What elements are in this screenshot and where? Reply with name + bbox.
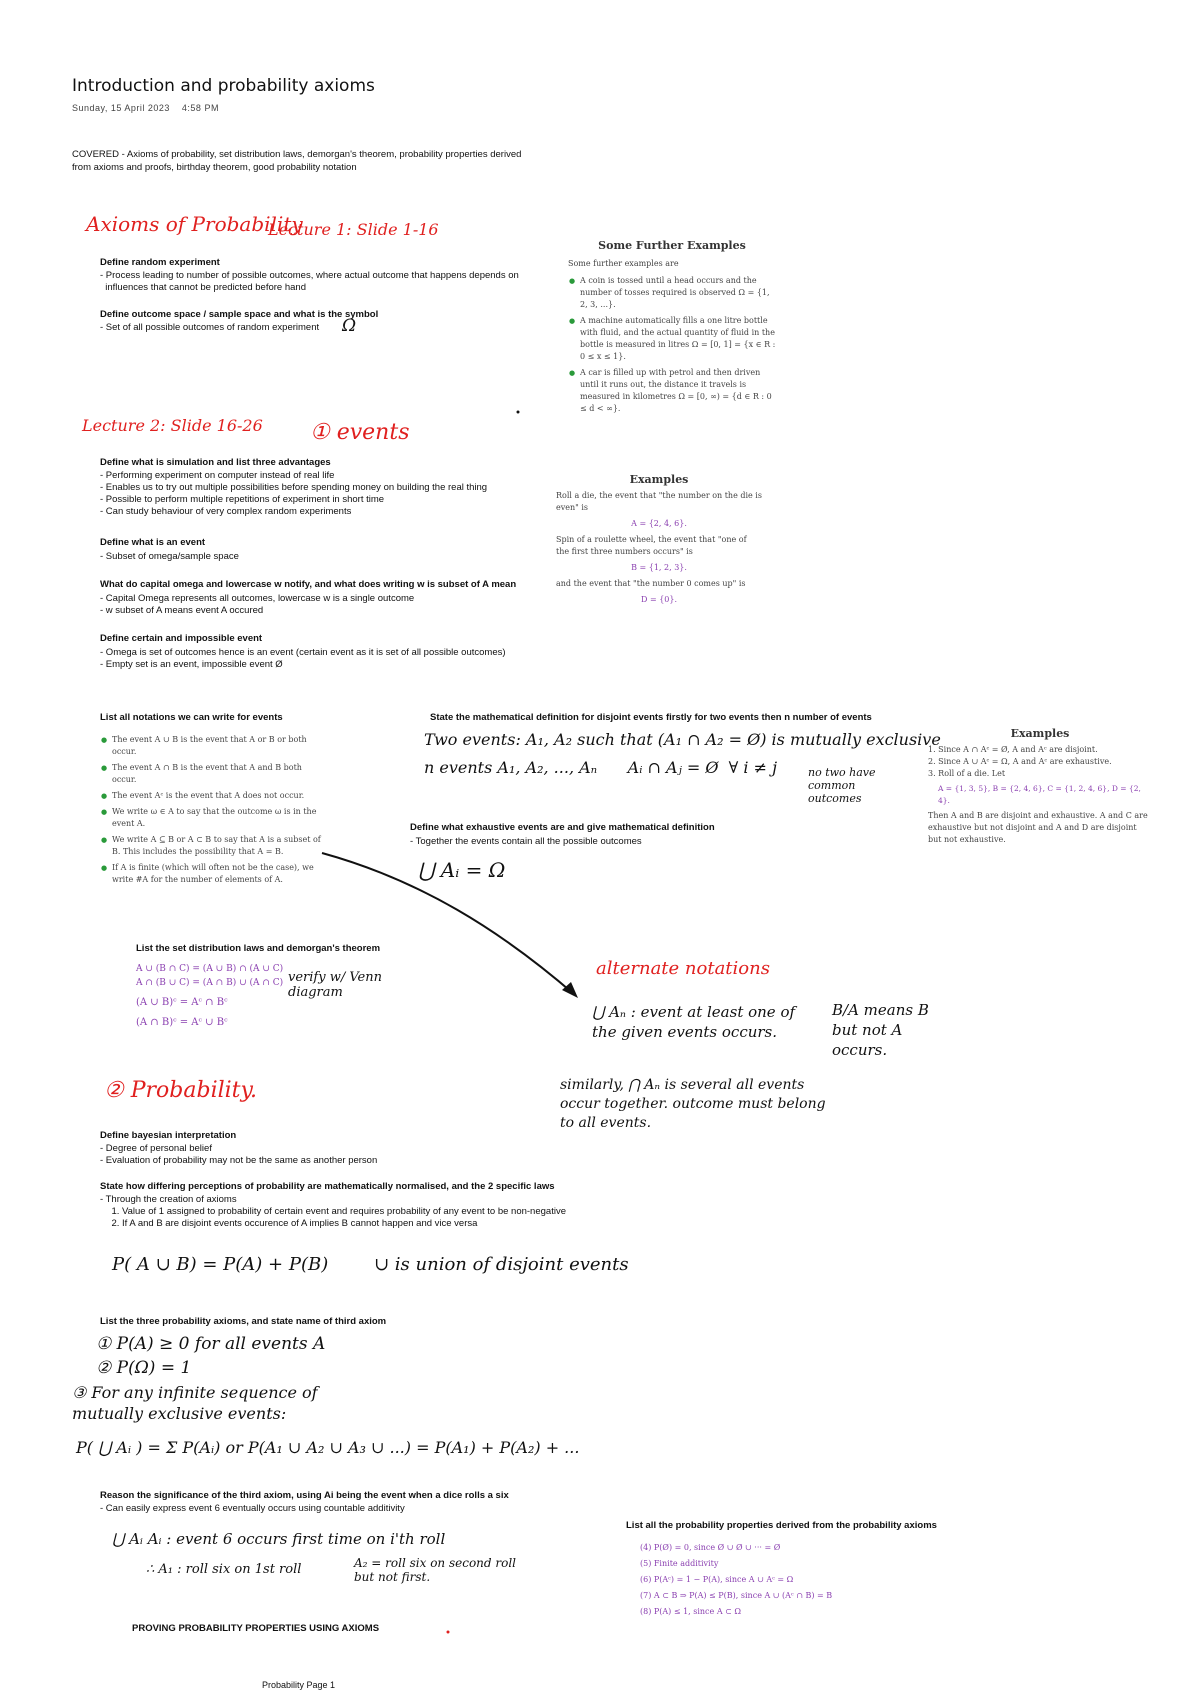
question: Define random experiment	[100, 257, 220, 268]
question: What do capital omega and lowercase w notify, and what does writing w is subset of A mean	[100, 579, 517, 590]
slide-title: Examples	[629, 473, 689, 486]
answer: - Set of all possible outcomes of random experiment	[100, 322, 320, 333]
slide-text: Spin of a roulette wheel, the event that "one of the first three numbers occurs" is	[556, 535, 747, 556]
axiom-laws-list	[100, 1206, 570, 1230]
question: List all notations we can write for events	[100, 712, 283, 723]
probability-heading: ② Probability.	[104, 1078, 258, 1103]
question: Define outcome space / sample space and what is the symbol	[100, 309, 379, 320]
question: List all the probability properties derived from the probability axioms	[626, 1520, 937, 1531]
handwritten-note: A₂ = roll six on second roll but not first.	[354, 1556, 517, 1584]
stray-dot	[447, 1631, 450, 1634]
answer: - Degree of personal belief - Evaluation of probability may not be the same as another person	[100, 1143, 378, 1166]
handwritten-note: ③ For any infinite sequence of mutually exclusive events:	[72, 1383, 318, 1423]
axioms-heading: Axioms of Probability	[86, 212, 303, 236]
handwritten-note: ⋃ Aᵢ Aᵢ : event 6 occurs first time on i'th roll	[112, 1530, 446, 1548]
events-heading: ① events	[310, 420, 410, 445]
list-item: 1. Value of 1 assigned to probability of certain event and requires probability of any event to be non-negative	[122, 1206, 570, 1218]
handwritten-note: ⋃ Aₙ : event at least one of the given events occurs.	[592, 1003, 796, 1041]
slide-equation: B = {1, 2, 3}.	[631, 563, 687, 572]
answer: - Subset of omega/sample space	[100, 551, 239, 562]
covered-summary: COVERED - Axioms of probability, set distribution laws, demorgan's theorem, probability properties derived from axioms and proofs, birthday theorem, good probability notation	[72, 149, 522, 173]
slide-text: 2. Since A ∪ Aᶜ = Ω, A and Aᶜ are exhaustive.	[928, 757, 1112, 766]
law: A ∩ (B ∪ C) = (A ∩ B) ∪ (A ∩ C)	[136, 978, 284, 988]
handwritten-note: verify w/ Venn diagram	[288, 970, 382, 1000]
slide-item: ● A car is filled up with petrol and then driven until it runs out, the distance it travels is measured in kilometres Ω = [0, ∞) = {d ∈ R : 0 ≤ d < ∞}.	[580, 367, 776, 415]
question: State how differing perceptions of probability are mathematically normalised, and the 2 specific laws	[100, 1181, 555, 1192]
handwritten-note: similarly, ⋂ Aₙ is several all events occur together. outcome must belong to all events.	[560, 1077, 826, 1131]
property-item: (4) P(Ø) = 0, since Ø ∪ Ø ∪ ··· = Ø	[640, 1543, 781, 1552]
arrow-head	[562, 982, 578, 998]
page-date: Sunday, 15 April 2023 4:58 PM	[72, 103, 219, 113]
alternate-heading: alternate notations	[596, 958, 770, 979]
slide-item: ● A coin is tossed until a head occurs and the number of tosses required is observed Ω = {1, 2, 3, ...}.	[580, 275, 776, 311]
notation-item: ● The event A ∩ B is the event that A and B both occur.	[112, 762, 326, 786]
property-item: (8) P(A) ≤ 1, since A ⊂ Ω	[640, 1607, 742, 1616]
slide-text: Then A and B are disjoint and exhaustive. A and C are exhaustive but not disjoint and A and D are disjoint but not exhaustive.	[928, 811, 1148, 844]
slide-intro: Some further examples are	[568, 259, 679, 268]
notation-item: ● We write ω ∈ A to say that the outcome ω is in the event A.	[112, 806, 326, 830]
slide-text: Roll a die, the event that "the number on the die is even" is	[556, 491, 762, 512]
handwritten-note: n events A₁, A₂, ..., Aₙ Aᵢ ∩ Aⱼ = Ø ∀ i ≠ j	[424, 758, 778, 777]
lecture2-label: Lecture 2: Slide 16-26	[82, 416, 263, 435]
question: Define bayesian interpretation	[100, 1130, 237, 1141]
law: (A ∪ B)ᶜ = Aᶜ ∩ Bᶜ	[136, 997, 228, 1008]
lecture1-label: Lecture 1: Slide 1-16	[268, 220, 439, 239]
slide-text: and the event that "the number 0 comes up" is	[556, 579, 746, 588]
list-item: 2. If A and B are disjoint events occurence of A implies B cannot happen and vice versa	[122, 1218, 570, 1230]
notation-item: ● The event Aᶜ is the event that A does not occur.	[112, 790, 326, 802]
page-footer: Probability Page 1	[262, 1680, 336, 1690]
question: List the three probability axioms, and state name of third axiom	[100, 1316, 387, 1327]
property-item: (7) A ⊂ B ⇒ P(A) ≤ P(B), since A ∪ (Aᶜ ∩ B) = B	[640, 1591, 833, 1600]
handwritten-note: P( A ∪ B) = P(A) + P(B) ∪ is union of disjoint events	[112, 1254, 629, 1275]
answer: - Omega is set of outcomes hence is an event (certain event as it is set of all possible outcomes) - Empty set is an event, impossible event Ø	[100, 647, 506, 670]
page-title: Introduction and probability axioms	[72, 76, 375, 96]
notation-item: ● We write A ⊆ B or A ⊂ B to say that A is a subset of B. This includes the possibility that A = B.	[112, 834, 326, 858]
stray-dot	[517, 411, 520, 414]
slide-equation: D = {0}.	[640, 595, 677, 604]
handwritten-note: P( ⋃ Aᵢ ) = Σ P(Aᵢ) or P(A₁ ∪ A₂ ∪ A₃ ∪ ...) = P(A₁) + P(A₂) + ...	[76, 1438, 580, 1457]
proving-heading: PROVING PROBABILITY PROPERTIES USING AXIOMS	[132, 1623, 380, 1634]
omega-handwritten: Ω	[342, 316, 357, 336]
properties-list	[640, 1540, 832, 1620]
law: A ∪ (B ∩ C) = (A ∪ B) ∩ (A ∪ C)	[136, 964, 284, 974]
handwritten-note: Two events: A₁, A₂ such that (A₁ ∩ A₂ = Ø) is mutually exclusive	[424, 730, 941, 749]
handwritten-note: B/A means B but not A occurs.	[832, 1001, 929, 1059]
handwritten-note: ⋃ Aᵢ = Ω	[418, 858, 506, 882]
property-item: (5) Finite additivity	[640, 1559, 719, 1568]
question: List the set distribution laws and demorgan's theorem	[136, 943, 381, 954]
answer: - Performing experiment on computer instead of real life - Enables us to try out multiple possibilities before spending money on building the real thing - Possible to perform multiple repetitions of experiment in short time - Can study behaviour of very complex random experiments	[100, 470, 488, 517]
answer: - Together the events contain all the possible outcomes	[410, 836, 642, 847]
handwritten-note: no two have common outcomes	[808, 766, 876, 805]
question: Reason the significance of the third axiom, using Ai being the event when a dice rolls a six	[100, 1490, 509, 1501]
slide-text: 3. Roll of a die. Let	[928, 769, 1006, 778]
notation-item: ● If A is finite (which will often not be the case), we write #A for the number of elements of A.	[112, 862, 326, 886]
answer: - Through the creation of axioms	[100, 1194, 237, 1205]
handwritten-note: ∴ A₁ : roll six on 1st roll	[146, 1562, 302, 1577]
question: Define what exhaustive events are and give mathematical definition	[410, 822, 715, 833]
slide-title: Examples	[1010, 727, 1070, 740]
question: Define what is an event	[100, 537, 206, 548]
law: (A ∩ B)ᶜ = Aᶜ ∪ Bᶜ	[136, 1017, 228, 1028]
notation-item: ● The event A ∪ B is the event that A or B or both occur.	[112, 734, 326, 758]
property-item: (6) P(Aᶜ) = 1 − P(A), since A ∪ Aᶜ = Ω	[640, 1575, 794, 1584]
slide-title: Some Further Examples	[598, 239, 746, 252]
question: Define certain and impossible event	[100, 633, 263, 644]
answer: - Can easily express event 6 eventually occurs using countable additivity	[100, 1503, 405, 1514]
slide-equation: A = {1, 3, 5}, B = {2, 4, 6}, C = {1, 2, 4, 6}, D = {2, 4}.	[938, 784, 1141, 805]
distribution-laws	[136, 962, 283, 1030]
answer: - Process leading to number of possible outcomes, where actual outcome that happens depends on influences that cannot be predicted before hand	[100, 270, 519, 293]
slide-item: ● A machine automatically fills a one litre bottle with fluid, and the actual quantity of fluid in the bottle is measured in litres Ω = [0, 1] = {x ∈ R : 0 ≤ x ≤ 1}.	[580, 315, 776, 363]
handwritten-note: ② P(Ω) = 1	[96, 1358, 192, 1378]
slide-text: 1. Since A ∩ Aᶜ = Ø, A and Aᶜ are disjoint.	[928, 745, 1098, 754]
question: Define what is simulation and list three advantages	[100, 457, 331, 468]
question: State the mathematical definition for disjoint events firstly for two events then n number of events	[430, 712, 872, 723]
answer: - Capital Omega represents all outcomes, lowercase w is a single outcome - w subset of A means event A occured	[100, 593, 415, 616]
handwritten-note: ① P(A) ≥ 0 for all events A	[96, 1334, 326, 1354]
slide-equation: A = {2, 4, 6}.	[631, 519, 687, 528]
